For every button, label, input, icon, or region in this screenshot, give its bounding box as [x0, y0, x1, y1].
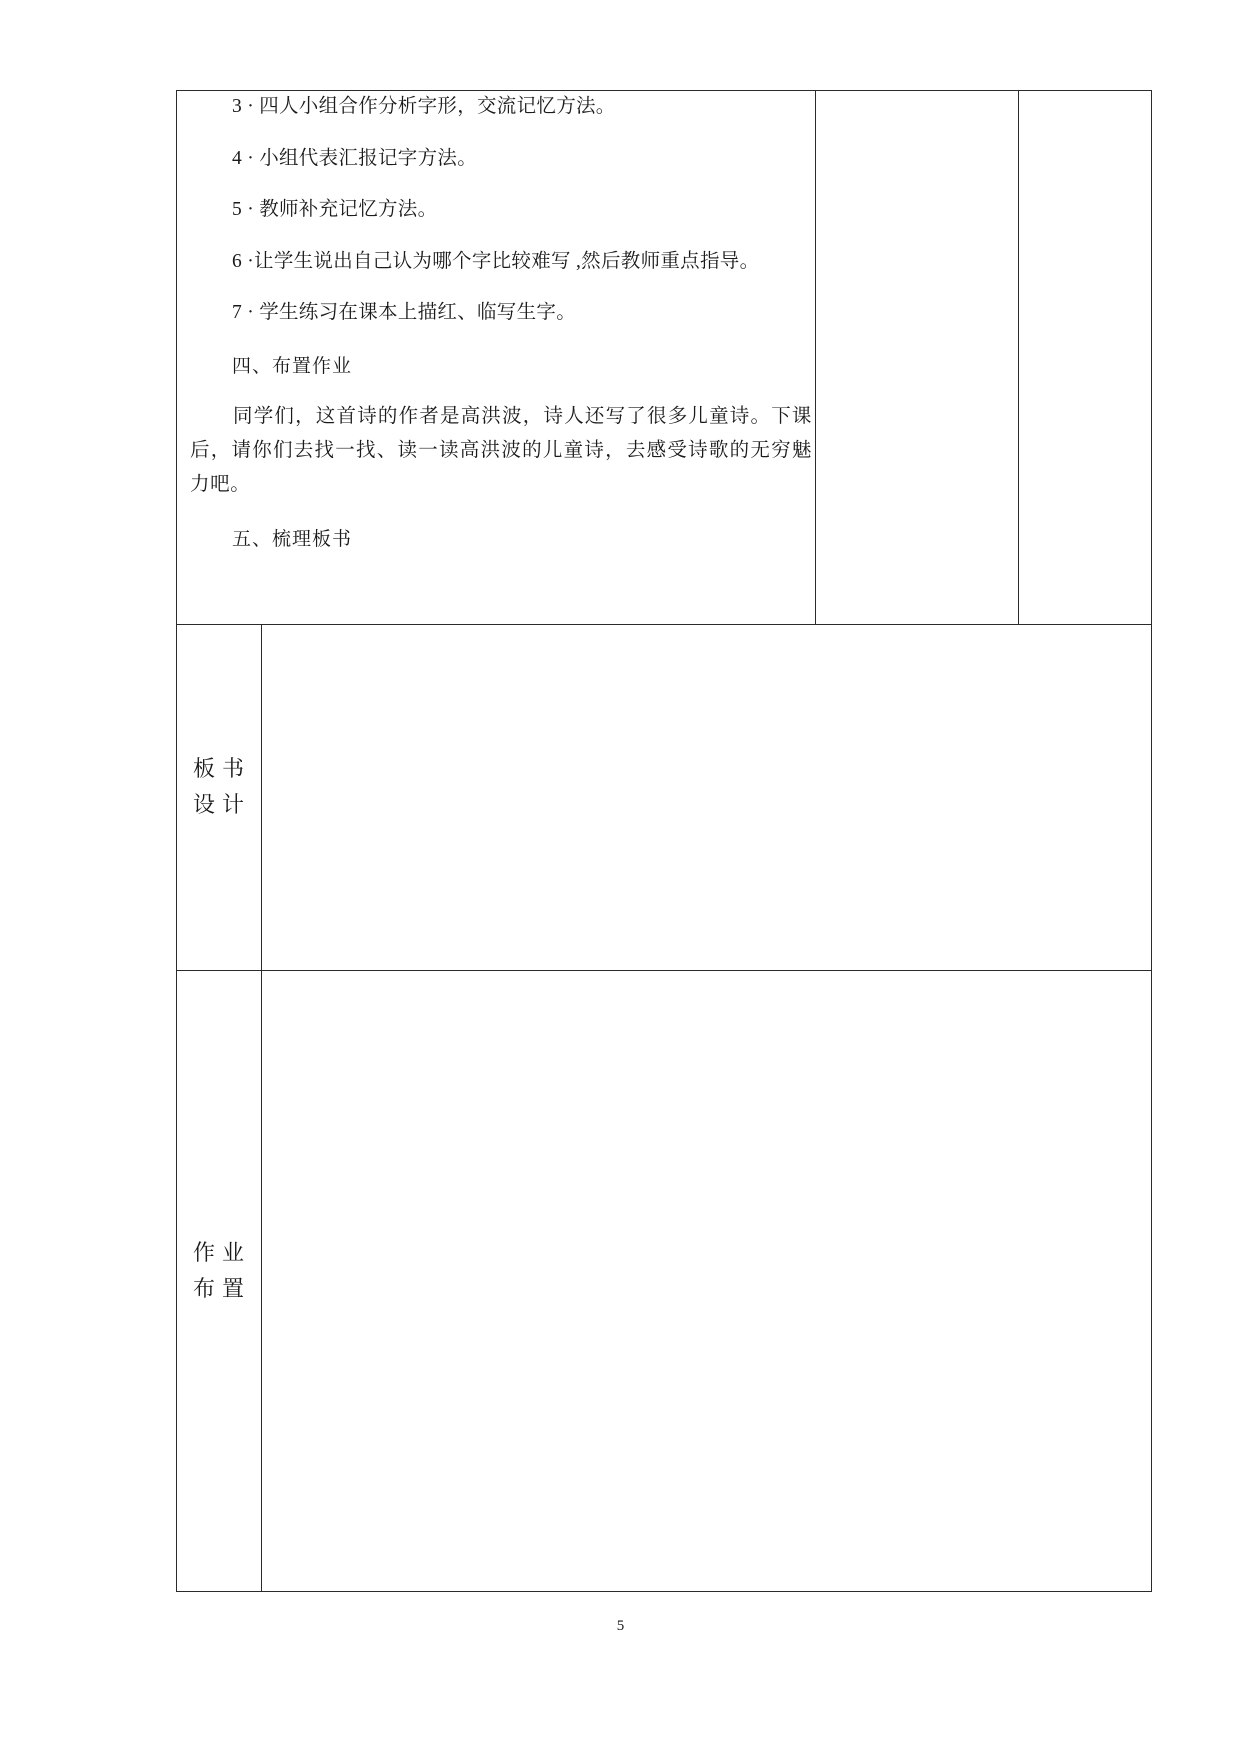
section-4-paragraph: 同学们，这首诗的作者是高洪波，诗人还写了很多儿童诗。下课后，请你们去找一找、读一读高洪波的儿童诗，去感受诗歌的无穷魅力吧。: [190, 406, 812, 495]
row-divider-2: [176, 970, 1152, 971]
homework-content: [263, 972, 1151, 1590]
homework-label-line1: 作 业: [193, 1241, 244, 1266]
board-design-label-line2: 设 计: [193, 793, 244, 818]
page-number: 5: [616, 1618, 625, 1634]
section-5-heading: 五、梳理板书: [232, 528, 353, 550]
step-7: 7 · 学生练习在课本上描红、临写生字。: [232, 302, 576, 323]
homework-label-line2: 布 置: [193, 1277, 244, 1302]
step-4: 4 · 小组代表汇报记字方法。: [232, 148, 477, 169]
board-design-content: [263, 626, 1151, 969]
board-design-label-line1: 板 书: [193, 757, 244, 782]
section-4-heading: 四、布置作业: [232, 355, 353, 377]
board-design-label: [176, 752, 261, 824]
step-5: 5 · 教师补充记忆方法。: [232, 199, 438, 220]
step-6: 6 ·让学生说出自己认为哪个字比较难写 ,然后教师重点指导。: [232, 251, 760, 272]
homework-label: [176, 1236, 261, 1308]
step-3: 3 · 四人小组合作分析字形，交流记忆方法。: [232, 96, 616, 117]
row-divider-1: [176, 624, 1152, 625]
label-column-divider: [261, 624, 262, 1592]
column-divider-2: [1018, 90, 1019, 624]
column-divider-1: [815, 90, 816, 624]
